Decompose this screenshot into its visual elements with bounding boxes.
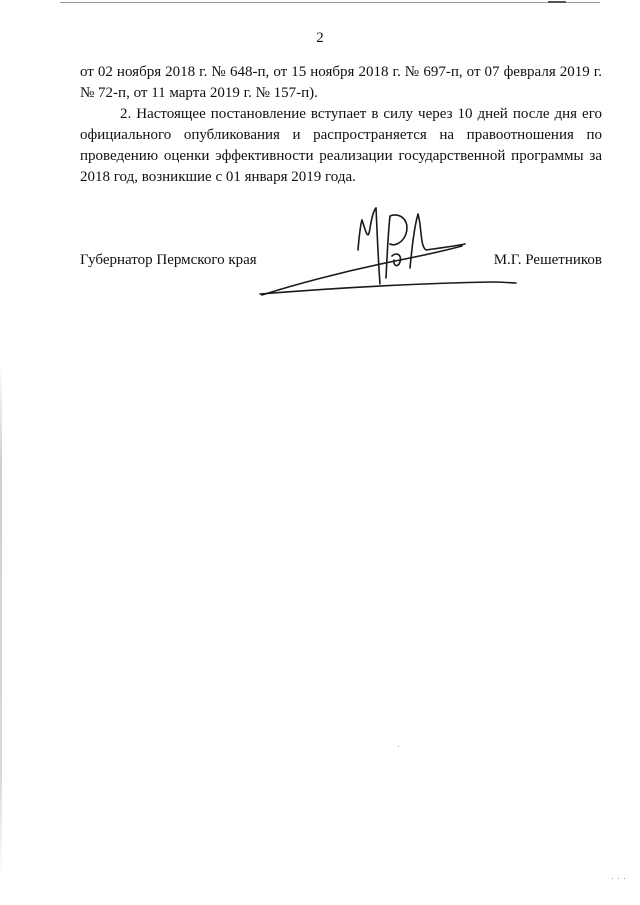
scan-top-edge-line [60,2,600,3]
body-paragraph-2: 2. Настоящее постановление вступает в силу через 10 дней после дня его официального опубликования и распространяется на правоотношения по проведению оценки эффективности реализации государственной программы за 2018 год, возникшие с 01 января 2019 года. [80,106,602,185]
scan-top-edge-mark [548,1,566,3]
body-paragraph-1: от 02 ноября 2018 г. № 648-п, от 15 ноября 2018 г. № 697-п, от 07 февраля 2019 г. № 72-п, от 11 марта 2019 г. № 157-п). [80,64,602,101]
page-number: 2 [316,30,324,46]
body-paragraph-1-container [80,62,602,104]
handwritten-signature [250,198,530,308]
body-paragraph-2-container [80,104,602,188]
scan-artifact-dot [612,878,613,879]
scan-artifact-dot [618,878,619,879]
scan-left-edge-shadow [0,360,2,880]
scan-artifact-dot [398,746,399,747]
signatory-title: Губернатор Пермского края [80,252,257,268]
signatory-name: М.Г. Решетников [493,252,602,268]
scan-artifact-dot [624,878,625,879]
